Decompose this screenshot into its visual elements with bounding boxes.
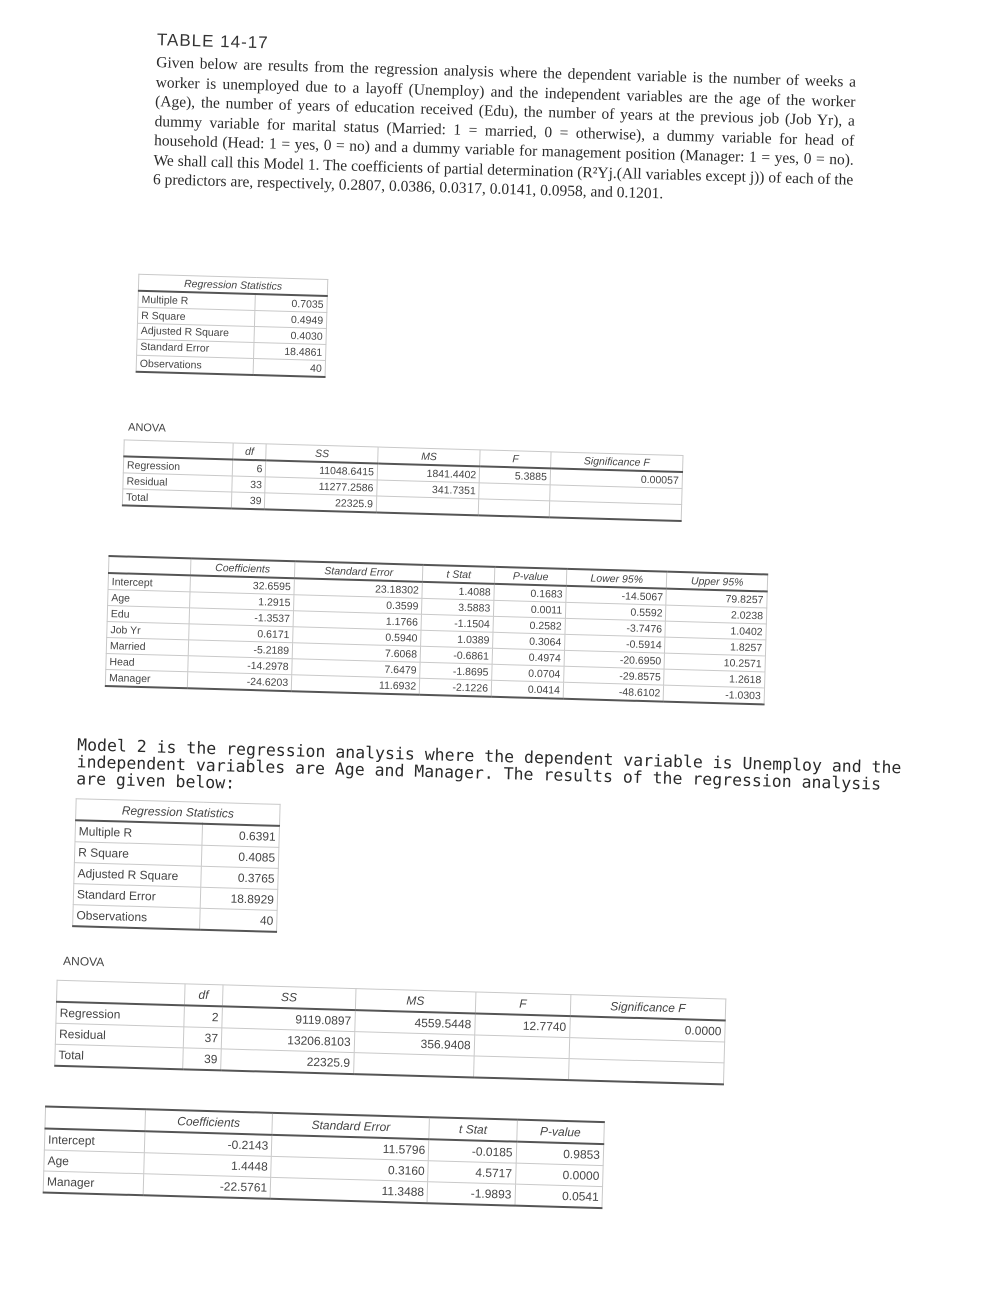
anova-cell: Regression <box>123 456 232 476</box>
model1-regstats-label: Adjusted R Square <box>137 323 254 342</box>
model2-regstats-label: Multiple R <box>75 820 203 845</box>
model1-regstats-label: Observations <box>136 355 253 375</box>
anova-cell <box>353 1053 474 1078</box>
model1-regstats-value: 40 <box>253 359 325 378</box>
anova-header: Significance F <box>570 995 726 1021</box>
model2-regstats-label: Observations <box>73 905 201 930</box>
coef-cell: Head <box>106 654 188 672</box>
model1-regstats-label: R Square <box>137 307 254 326</box>
coef-cell: -14.2978 <box>188 656 293 675</box>
coef-cell: -24.6203 <box>187 672 292 691</box>
anova-cell: Regression <box>56 1002 184 1027</box>
model1-anova-title: ANOVA <box>127 421 166 435</box>
coef-header: Standard Error <box>295 561 423 582</box>
coef-cell: -20.6950 <box>564 650 665 669</box>
coef-cell: 0.0541 <box>515 1184 603 1208</box>
model1-coefficients-table <box>105 555 768 705</box>
anova-cell: 0.0000 <box>569 1016 725 1042</box>
coef-cell: Job Yr <box>107 622 189 640</box>
coef-header: P-value <box>516 1120 604 1144</box>
coef-header: t Stat <box>429 1117 517 1141</box>
coef-cell: -3.7476 <box>565 618 666 637</box>
model2-regstats-label: Standard Error <box>73 884 201 909</box>
anova-cell: Total <box>55 1044 183 1069</box>
coef-cell: 11.6932 <box>291 675 419 695</box>
coef-cell: -1.8695 <box>420 662 492 680</box>
anova-cell: 22325.9 <box>265 493 377 513</box>
coef-header: t Stat <box>423 565 495 584</box>
coef-cell: 11.5796 <box>272 1135 430 1161</box>
coef-cell: 11.3488 <box>270 1177 428 1203</box>
anova-cell <box>568 1059 724 1085</box>
model2-regstats-label: Adjusted R Square <box>74 863 202 888</box>
coef-cell: 0.1683 <box>494 584 566 603</box>
coef-header <box>45 1106 145 1131</box>
model2-regstats-value: 0.3765 <box>201 866 279 889</box>
anova-header: SS <box>222 985 355 1010</box>
coef-cell: 0.0011 <box>494 600 566 618</box>
anova-cell: 11048.6415 <box>266 460 378 480</box>
coef-cell: Manager <box>43 1171 143 1195</box>
model2-regstats-value: 0.6391 <box>202 824 280 848</box>
anova-cell: 1841.4402 <box>377 464 480 483</box>
anova-cell: 22325.9 <box>221 1049 354 1074</box>
coef-cell: -0.6861 <box>420 646 492 664</box>
anova-cell: 0.00057 <box>550 468 682 488</box>
coef-cell: -0.5914 <box>565 634 666 653</box>
anova-cell: 4559.5448 <box>354 1010 475 1035</box>
coef-header: Coefficients <box>190 558 295 578</box>
coef-cell: 0.3064 <box>493 632 565 650</box>
model1-regstats-label: Standard Error <box>137 339 254 358</box>
coef-cell: 23.18302 <box>294 578 422 598</box>
anova-header: F <box>480 450 551 468</box>
coef-cell: -22.5761 <box>143 1174 271 1199</box>
model1-regression-statistics <box>136 274 329 378</box>
coef-cell: 0.4974 <box>492 648 564 666</box>
anova-cell: 2 <box>183 1005 222 1028</box>
model2-paragraph: Model 2 is the regression analysis where the dependent variable is Unemploy and the independent variables are Age and Manager. The results of the regression analysis are given below: <box>75 735 902 794</box>
coef-cell: 0.2582 <box>493 616 565 634</box>
model1-regstats-value: 18.4861 <box>254 343 326 361</box>
coef-cell: 10.2571 <box>665 653 766 672</box>
model2-anova-title: ANOVA <box>62 953 105 970</box>
coef-cell: 1.2618 <box>664 669 765 688</box>
anova-cell: Residual <box>123 473 232 492</box>
coef-cell: 2.0238 <box>666 605 767 624</box>
coef-cell: 1.0402 <box>665 621 766 640</box>
anova-cell: 9119.0897 <box>222 1006 355 1031</box>
model2-anova-table <box>54 980 726 1086</box>
anova-cell: 13206.8103 <box>221 1028 354 1053</box>
coef-cell: 0.5940 <box>293 627 421 647</box>
coef-cell: 1.1766 <box>293 611 421 631</box>
coef-cell: Intercept <box>108 573 190 592</box>
coef-cell: -5.2189 <box>188 640 293 659</box>
model1-regstats-value: 0.4949 <box>254 311 326 329</box>
coef-cell: -1.9893 <box>427 1182 515 1206</box>
coef-cell: 7.6479 <box>292 659 420 679</box>
coef-cell: 0.0414 <box>491 680 563 699</box>
model2-regression-statistics <box>72 798 281 933</box>
coef-cell: 1.4088 <box>422 582 494 601</box>
anova-cell: 39 <box>182 1048 221 1071</box>
intro-paragraph: Given below are results from the regression analysis where the dependent variable is the number of weeks a worker is unemployed due to a layoff (Unemploy) and the independent variables are the age of the worker (Age), the number of years of education received (Edu), the number of years at the previous job (Job Yr), a dummy variable for marital status (Married: 1 = married, 0 = otherwise), a dummy variable for head of household (Head: 1 = yes, 0 = no) and a dummy variable for management position (Manager: 1 = yes, 0 = no). We shall call this Model 1. The coefficients of partial determination (R²Yj.(All variables except j)) of each of the 6 predictors are, respectively, 0.2807, 0.0386, 0.0317, 0.0141, 0.0958, and 0.1201. <box>152 54 857 203</box>
coef-cell: -1.1504 <box>421 614 493 632</box>
coef-cell: 1.4448 <box>143 1153 271 1178</box>
coef-cell: 0.0704 <box>492 664 564 682</box>
anova-cell <box>479 483 550 501</box>
coef-cell: Edu <box>107 606 189 624</box>
anova-cell: 11277.2586 <box>265 477 377 496</box>
coef-cell: 32.6595 <box>190 575 295 594</box>
anova-cell <box>473 1056 569 1080</box>
coef-header: P-value <box>494 567 566 586</box>
coef-cell: Age <box>108 590 190 608</box>
coef-cell: 0.0000 <box>515 1163 603 1186</box>
model2-regstats-title: Regression Statistics <box>76 799 281 826</box>
coef-cell: Age <box>44 1150 144 1174</box>
model1-regstats-label: Multiple R <box>138 291 255 311</box>
coef-cell: -0.0185 <box>428 1139 516 1163</box>
coef-cell: 0.3599 <box>294 595 422 615</box>
model2-regstats-value: 40 <box>200 908 278 932</box>
coef-cell: 0.5592 <box>565 602 666 621</box>
coef-header: Coefficients <box>145 1109 273 1135</box>
model2-coefficients-table <box>43 1105 605 1209</box>
coef-cell: -2.1226 <box>419 678 491 697</box>
anova-header: MS <box>355 989 476 1014</box>
coef-cell: 0.6171 <box>188 624 293 643</box>
coef-cell: 1.2915 <box>189 592 294 611</box>
anova-cell: 341.7351 <box>377 480 480 499</box>
model1-anova-table <box>122 439 684 522</box>
anova-header: df <box>232 443 266 460</box>
coef-cell: 0.9853 <box>516 1142 604 1166</box>
anova-cell: 33 <box>231 476 265 493</box>
anova-cell: 356.9408 <box>354 1032 475 1056</box>
anova-cell: 12.7740 <box>474 1013 570 1037</box>
anova-cell: Total <box>122 489 231 509</box>
model2-regstats-value: 0.4085 <box>201 845 279 868</box>
coef-header: Upper 95% <box>667 572 768 592</box>
coef-cell: 1.0389 <box>421 630 493 648</box>
anova-cell: Residual <box>55 1023 183 1048</box>
coef-cell: Manager <box>105 670 187 689</box>
coef-cell: -0.2143 <box>144 1131 272 1156</box>
anova-cell: 37 <box>183 1027 222 1049</box>
coef-header: Lower 95% <box>566 569 667 589</box>
coef-cell: 3.5883 <box>422 598 494 616</box>
coef-cell: 1.8257 <box>665 637 766 656</box>
anova-cell: 39 <box>231 492 265 509</box>
coef-cell: 7.6068 <box>292 643 420 663</box>
coef-cell: -48.6102 <box>563 682 664 701</box>
anova-cell: 5.3885 <box>480 466 551 484</box>
anova-header: SS <box>266 444 378 464</box>
anova-header: MS <box>378 447 481 466</box>
coef-cell: -1.3537 <box>189 608 294 627</box>
coef-header: Standard Error <box>272 1113 430 1139</box>
coef-cell: 79.8257 <box>666 589 767 608</box>
model2-regstats-value: 18.8929 <box>200 887 278 910</box>
model2-regstats-label: R Square <box>74 842 202 867</box>
anova-cell <box>474 1035 570 1059</box>
anova-header: df <box>184 984 223 1007</box>
coef-cell: Married <box>106 638 188 656</box>
anova-cell: 6 <box>232 459 266 476</box>
anova-header: Significance F <box>551 452 683 472</box>
coef-cell: Intercept <box>44 1128 144 1152</box>
anova-cell <box>549 501 681 521</box>
coef-cell: 0.3160 <box>271 1156 429 1181</box>
model1-regstats-value: 0.7035 <box>255 294 327 313</box>
coef-cell: -29.8575 <box>564 666 665 685</box>
anova-header: F <box>475 992 571 1016</box>
model1-regstats-title: Regression Statistics <box>138 274 327 296</box>
anova-cell <box>479 499 550 517</box>
table-label: TABLE 14-17 <box>156 30 269 53</box>
coef-cell: -14.5067 <box>566 586 667 605</box>
coef-cell: -1.0303 <box>664 685 765 704</box>
model1-regstats-value: 0.4030 <box>254 327 326 345</box>
anova-cell <box>376 496 479 515</box>
coef-cell: 4.5717 <box>428 1161 516 1184</box>
